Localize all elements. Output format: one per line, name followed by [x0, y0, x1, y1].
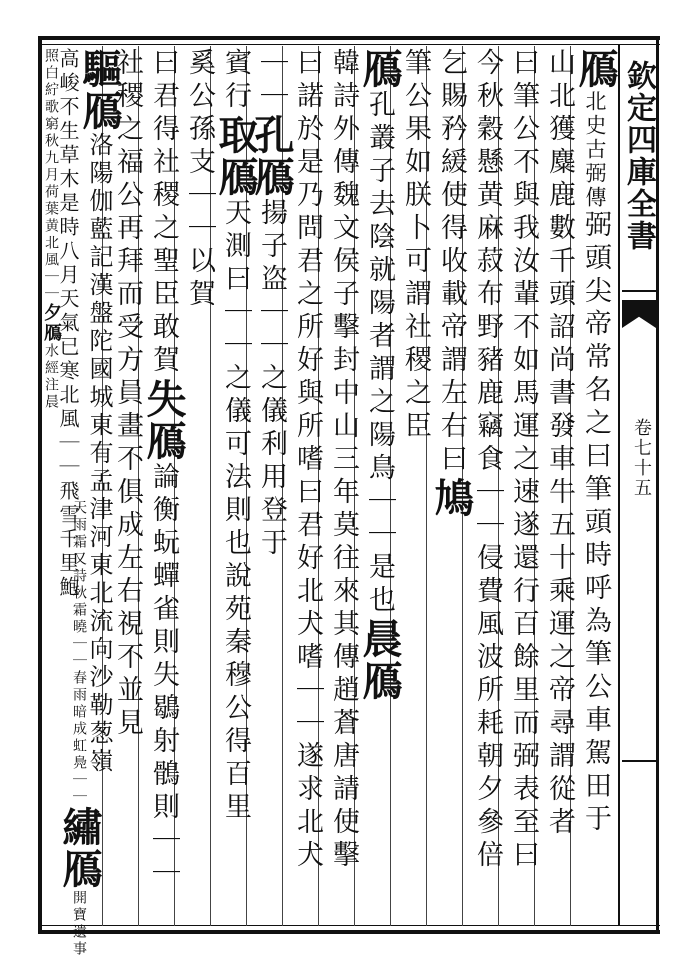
entry-heading: 鳩	[428, 477, 475, 519]
entry-heading: 夕鴈	[41, 303, 62, 343]
column-text: 今秋穀懸黄麻菽布野豬鹿竊食｜｜侵費風波所耗朝夕參倍	[472, 48, 503, 873]
column-text: 奚公孫支｜｜以賀	[184, 48, 215, 312]
book-title: 欽定四庫全書	[621, 60, 656, 252]
entry-heading: 孔鴈	[248, 114, 295, 198]
column-text: 山北獲麋鹿數千頭詔尚書發車牛五十乘運之帝尋謂從者	[544, 48, 575, 840]
banxin-bottom-rule	[622, 760, 656, 762]
frame-border-right	[656, 36, 659, 934]
column-text: 天測曰｜｜之儀可法則也說苑秦穆公得百里	[220, 198, 251, 825]
column-text: 水經注晨	[43, 343, 59, 411]
column-text: 曰君得社稷之聖臣敢賀	[148, 48, 179, 378]
column-text: 社稷之福公再拜而受方員畫不俱成左右視不並見	[112, 48, 143, 741]
text-column-18	[44, 500, 103, 958]
column-text: 開寶遺事	[71, 890, 87, 958]
column-text: 高峻不生草木是時八月天氣已寒北風｜｜飛雪千里鮑	[56, 48, 80, 600]
entry-heading: 晨鴈	[356, 618, 403, 702]
entry-heading: 鴈	[572, 48, 619, 90]
column-text: 揚子盗｜｜之儀利用登于	[256, 198, 287, 561]
entry-heading: 取鴈	[212, 114, 259, 198]
banxin-divider	[618, 44, 620, 926]
column-text: 論衡蚖蟬雀則失鶡射鶻則｜｜	[148, 462, 179, 891]
column-text: 照白紵歌窮秋九月荷葉黄北風｜｜	[43, 48, 59, 303]
entry-heading: 失鴈	[140, 378, 187, 462]
column-text: 弼頭尖帝常名之曰筆頭時呼為筆公車駕田于	[580, 210, 611, 837]
fishtail-mark	[622, 300, 656, 328]
frame-border-top-inner	[40, 44, 660, 45]
column-text: 孔叢子去陰就陽者	[364, 90, 395, 354]
entry-heading: 鴈	[356, 48, 403, 90]
column-text: 賓行	[220, 48, 251, 114]
column-text: 韓詩外傳魏文侯子擊封中山三年莫往來其傳趙蒼唐請使擊	[328, 48, 359, 873]
column-text: 曰諾於是乃問君之所好與所嗜曰君好北犬嗜｜｜遂求北犬	[292, 48, 323, 873]
frame-border-bottom	[40, 930, 660, 934]
column-text: 天雨霜又詩秋霜曉｜｜春雨暗成虹	[71, 500, 87, 755]
column-text: 乞賜矜緩使得收載帝謂左右曰	[436, 48, 467, 477]
juan-number: 卷七十五	[631, 418, 652, 498]
column-text: 曰筆公不與我汝輩不如馬運之速遂還行百餘里而弼表至曰	[508, 48, 539, 873]
source-note: 北史古弼傳	[583, 90, 607, 210]
column-text: 洛陽伽藍記漢盤陀國城東有孟津河東北流向沙勒葱嶺	[85, 132, 113, 776]
frame-border-top	[40, 36, 660, 40]
column-text: 謂之陽鳥｜｜是也	[364, 354, 395, 618]
entry-heading: 繡鴈	[56, 806, 103, 890]
column-text: 鳧｜｜	[71, 755, 87, 806]
column-text: ｜｜	[256, 48, 287, 114]
fishtail-rule	[622, 290, 656, 292]
frame-border-left	[38, 36, 42, 934]
column-text: 筆公果如朕卜可謂社稷之臣	[400, 48, 431, 444]
entry-heading: 驅鴈	[76, 48, 123, 132]
